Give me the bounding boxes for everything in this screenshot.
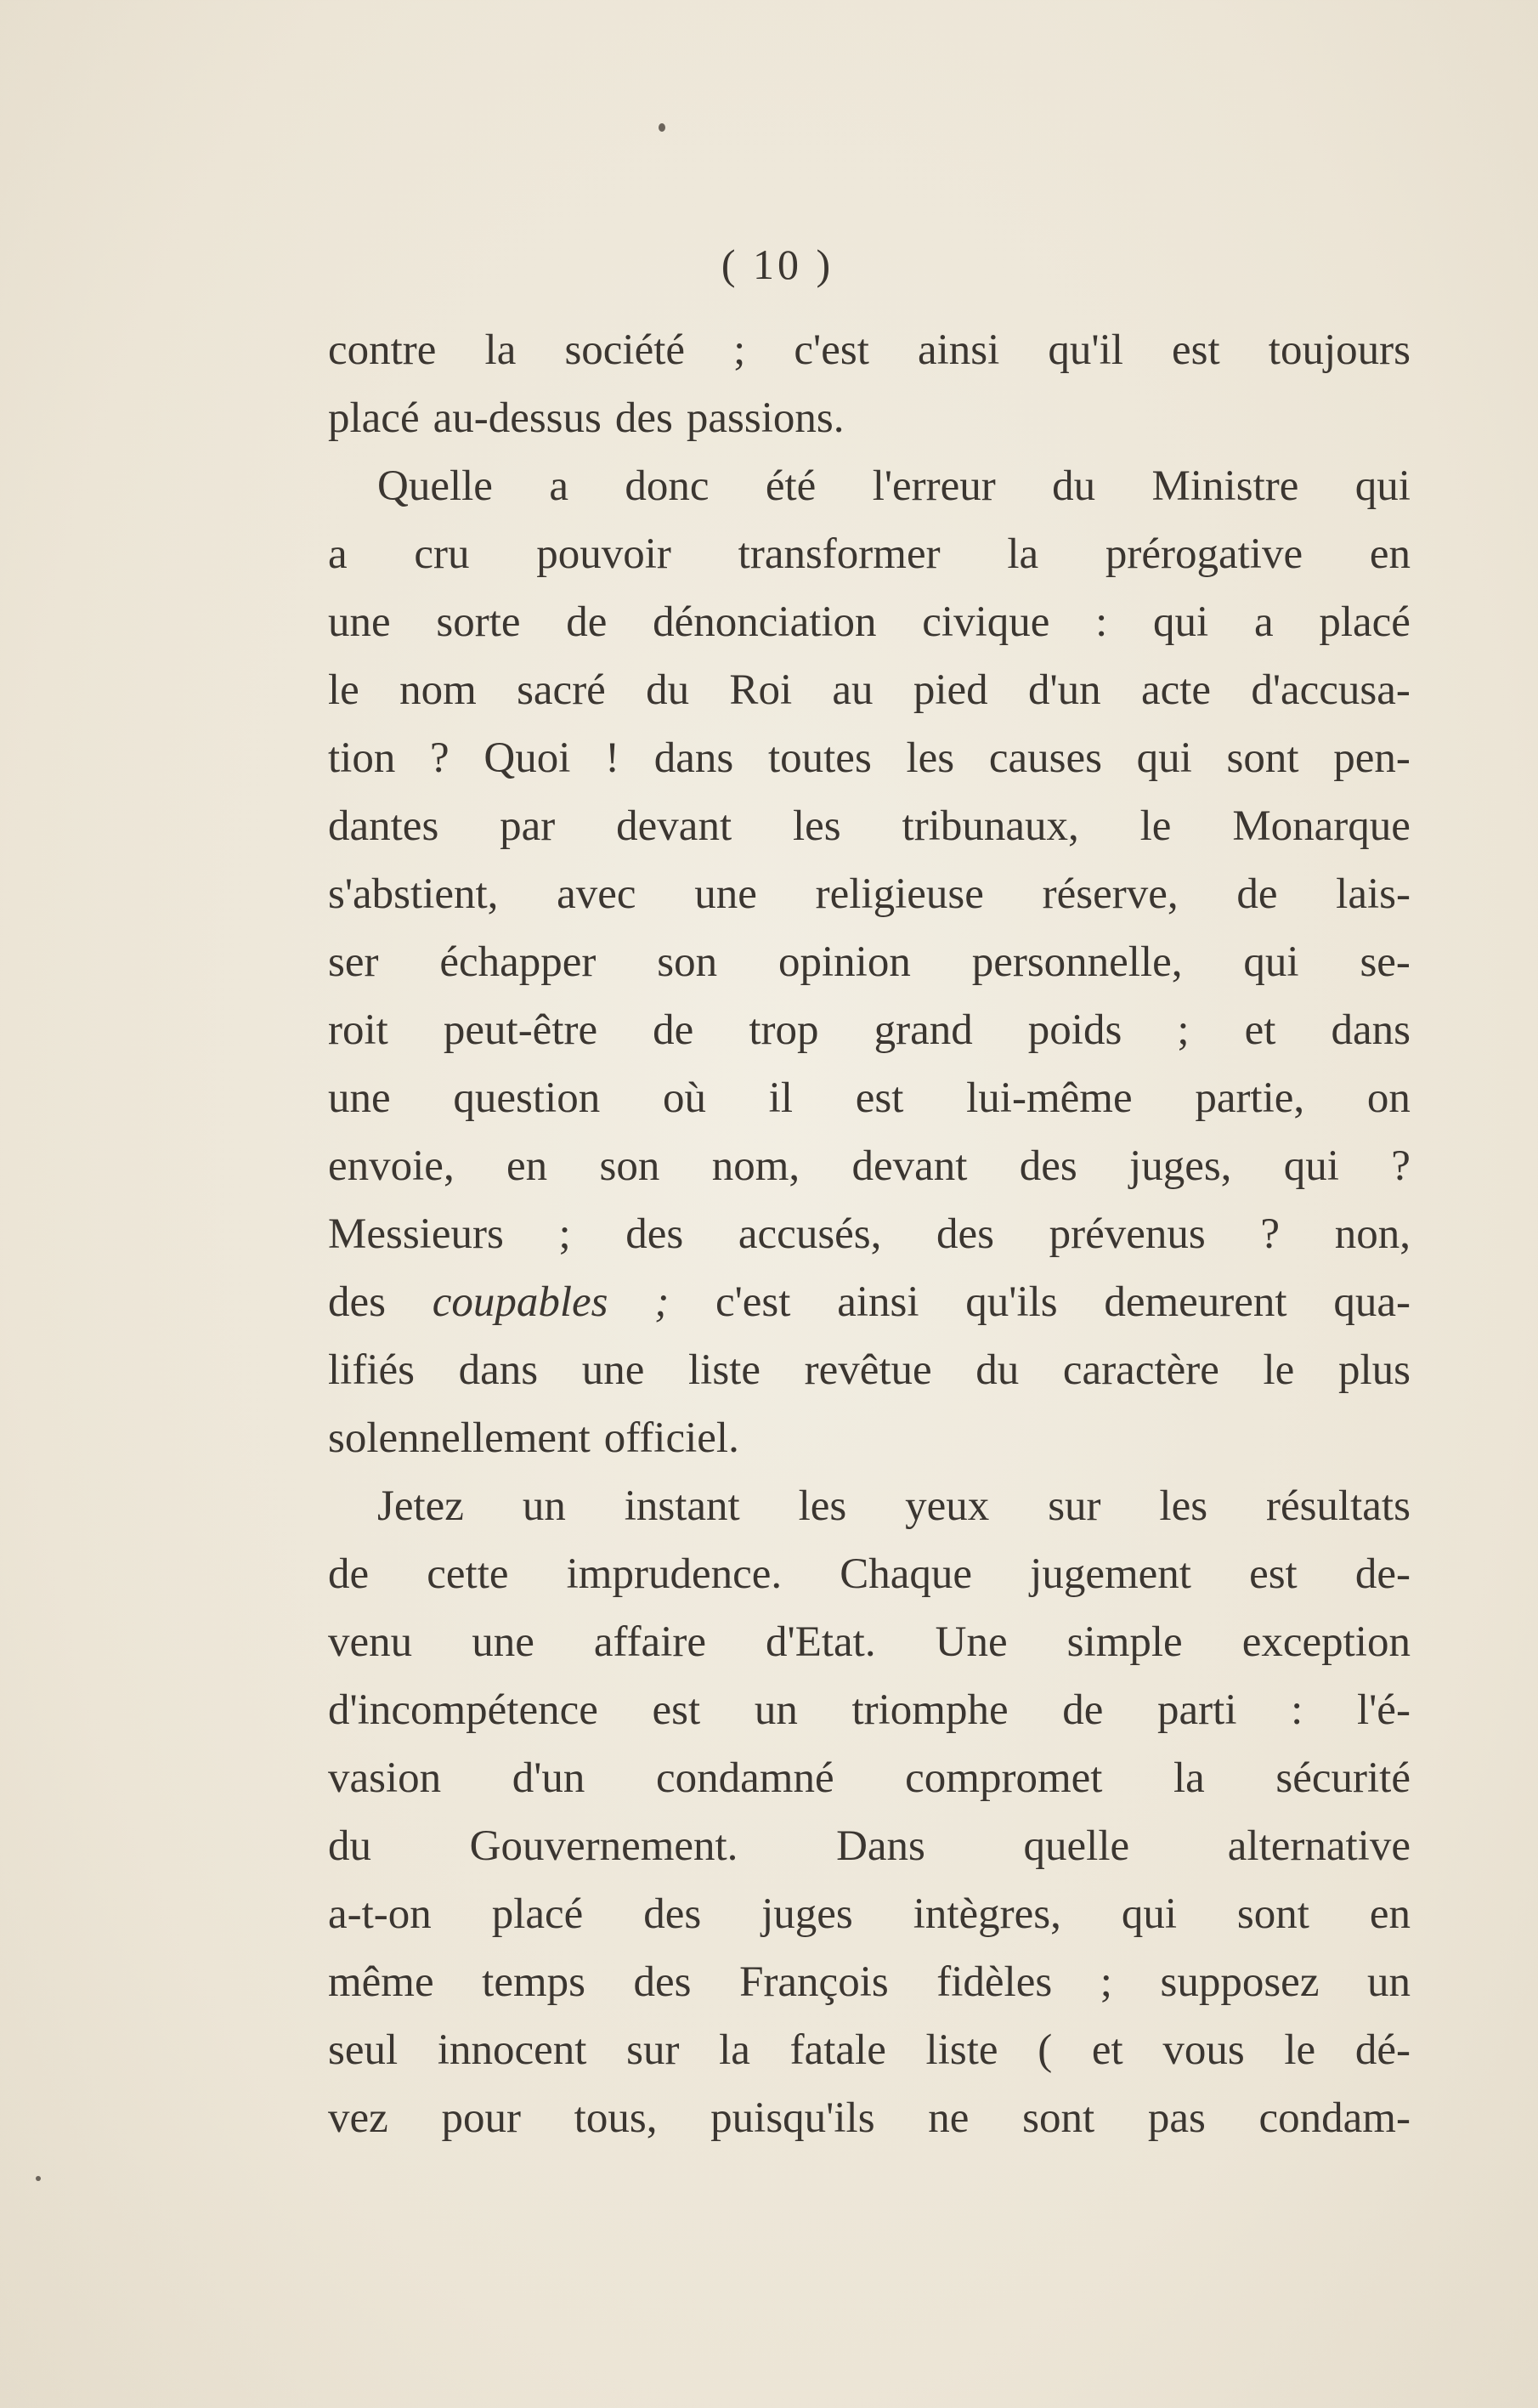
text-line: a cru pouvoir transformer la prérogative en (328, 530, 1411, 578)
text-line: une sorte de dénonciation civique : qui a placé (328, 598, 1411, 646)
text-line: lifiés dans une liste revêtue du caractère le plus (328, 1346, 1411, 1394)
text-line: s'abstient, avec une religieuse réserve, de lais- (328, 870, 1411, 918)
text-line: venu une affaire d'Etat. Une simple exception (328, 1618, 1411, 1666)
text-line: même temps des François fidèles ; supposez un (328, 1958, 1411, 2006)
body-text (328, 316, 1411, 2152)
text-line: placé au-dessus des passions. (328, 394, 845, 442)
text-line: contre la société ; c'est ainsi qu'il est toujours (328, 326, 1411, 374)
text-line: envoie, en son nom, devant des juges, qui ? (328, 1142, 1411, 1190)
text-line: vasion d'un condamné compromet la sécurité (328, 1754, 1411, 1802)
text-line: a-t-on placé des juges intègres, qui sont en (328, 1890, 1411, 1938)
text-line: Jetez un instant les yeux sur les résultats (377, 1482, 1411, 1530)
text-line: d'incompétence est un triomphe de parti : l'é- (328, 1686, 1411, 1734)
text-line: solennellement officiel. (328, 1414, 739, 1462)
text-line: roit peut-être de trop grand poids ; et dans (328, 1006, 1411, 1054)
text-line: des coupables ; c'est ainsi qu'ils demeurent qua- (328, 1278, 1411, 1326)
text-line: ser échapper son opinion personnelle, qui se- (328, 938, 1411, 986)
text-line: une question où il est lui-même partie, on (328, 1074, 1411, 1122)
text-line: tion ? Quoi ! dans toutes les causes qui sont pen- (328, 734, 1411, 782)
text-line: Messieurs ; des accusés, des prévenus ? non, (328, 1210, 1411, 1258)
text-line: vez pour tous, puisqu'ils ne sont pas condam- (328, 2094, 1411, 2142)
text-line: du Gouvernement. Dans quelle alternative (328, 1822, 1411, 1870)
text-line: de cette imprudence. Chaque jugement est de- (328, 1550, 1411, 1598)
text-line: Quelle a donc été l'erreur du Ministre qui (377, 462, 1411, 510)
paper-speck (36, 2176, 41, 2181)
text-line: dantes par devant les tribunaux, le Monarque (328, 802, 1411, 850)
page-number: ( 10 ) (721, 241, 834, 288)
text-line: seul innocent sur la fatale liste ( et vous le dé- (328, 2026, 1411, 2074)
text-line: le nom sacré du Roi au pied d'un acte d'accusa- (328, 666, 1411, 714)
paper-speck (659, 123, 665, 132)
